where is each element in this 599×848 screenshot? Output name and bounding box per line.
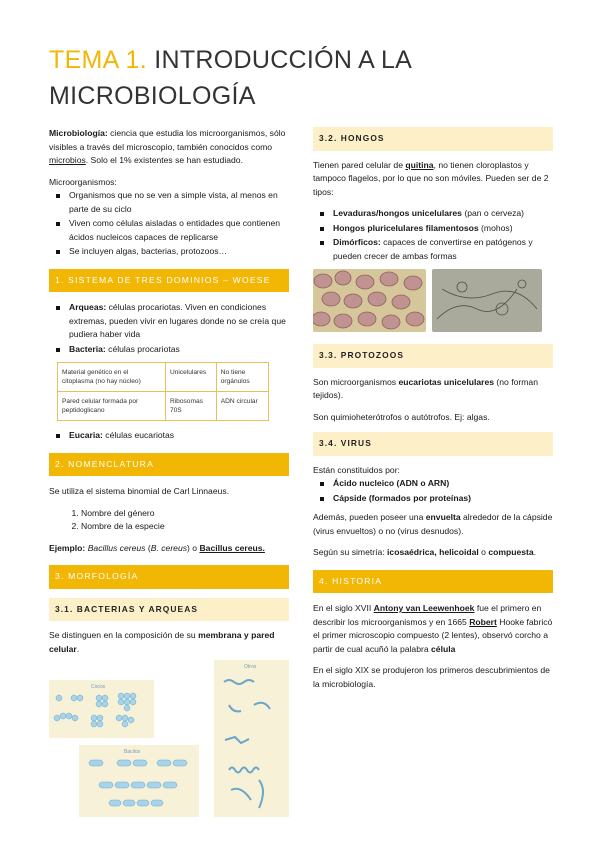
mold-background <box>432 269 542 332</box>
morfologia-bold: membrana y pared celular <box>49 630 275 654</box>
coccus-cell <box>116 715 122 721</box>
virus-heading: Están constituidos por: <box>313 464 400 475</box>
yeast-cell <box>380 272 398 286</box>
yeast-cell <box>313 312 330 326</box>
coccus-cell <box>124 705 130 711</box>
morfologia-text: Se distinguen en la composición de su <box>49 630 199 640</box>
coccus-cell <box>54 715 60 721</box>
historia-paragraph-2: En el siglo XIX se produjeron los primeros descubrimientos de la microbiología. <box>313 665 550 689</box>
ejemplo-paragraph <box>49 542 289 556</box>
coccus-cell <box>96 701 102 707</box>
coccus-cell <box>60 713 66 719</box>
virus-envuelta-text: Además, pueden poseer una <box>313 512 426 522</box>
bacillus-cell <box>115 782 129 788</box>
otros-label: Otros <box>244 664 257 670</box>
coccus-cell <box>77 695 83 701</box>
coccus-cell <box>72 715 78 721</box>
yeast-cells <box>313 271 424 329</box>
coccus-cell <box>91 721 97 727</box>
hongos-paragraph <box>313 159 553 200</box>
section-1-header: 1. SISTEMA DE TRES DOMINIOS – WOESE <box>49 269 289 293</box>
list-item: 1. Nombre del género <box>81 507 289 521</box>
table-cell: Pared celular formada por peptidoglicano <box>58 392 166 421</box>
yeast-cell <box>335 271 351 285</box>
ejemplo-sep-1: ( <box>145 542 151 553</box>
coccus-cell <box>122 715 128 721</box>
definition-paragraph <box>49 127 289 168</box>
section-3-2-header: 3.2. HONGOS <box>313 127 553 151</box>
hongos-underlined: quitina <box>405 159 434 170</box>
levaduras-text: (pan o cerveza) <box>461 208 525 218</box>
hongos-list <box>313 207 553 263</box>
list-item <box>333 236 553 263</box>
mold-micrograph <box>432 269 542 332</box>
protozoos-bold: eucariotas unicelulares <box>398 376 495 387</box>
historia-text-1: En el siglo XVII <box>313 603 374 613</box>
nomenclatura-intro: Se utiliza el sistema binomial de Carl Linnaeus. <box>49 486 230 496</box>
list-item <box>69 343 289 357</box>
ejemplo-italic-2: B. cereus <box>150 542 188 553</box>
coccus-cell <box>91 715 97 721</box>
virus-envuelta-paragraph <box>313 511 553 538</box>
yeast-cell <box>314 274 332 288</box>
dimorficos-term: Dimórficos: <box>333 237 381 247</box>
virus-simetria-paragraph <box>313 546 553 560</box>
otros-panel <box>214 660 289 817</box>
pluricelulares-term: Hongos pluricelulares filamentosos <box>333 222 479 233</box>
title-text: INTRODUCCIÓN A LA MICROBIOLOGÍA <box>49 46 411 110</box>
yeast-cell <box>334 314 352 328</box>
virus-list <box>313 477 553 505</box>
robert-name: Robert <box>469 616 497 627</box>
simetria-end: . <box>533 547 537 557</box>
list-item <box>333 477 553 491</box>
list-item <box>69 301 289 342</box>
ejemplo-italic-1: Bacillus cereus <box>87 542 146 553</box>
coccus-cell <box>102 701 108 707</box>
list-item: Organismos que no se ven a simple vista, al menos en parte de su ciclo <box>69 189 289 216</box>
page-title <box>49 42 569 114</box>
eucaria-list <box>49 429 289 443</box>
bacteria-text: células procariotas <box>105 343 180 354</box>
table-cell: Unicelulares <box>165 363 216 392</box>
table-cell: ADN circular <box>216 392 268 421</box>
historia-paragraph-1 <box>313 602 553 656</box>
title-number: TEMA 1. <box>49 46 147 74</box>
coccus-cell <box>124 693 130 699</box>
mold-image <box>432 269 542 332</box>
bacteria-morphology-diagram <box>49 660 289 820</box>
bacteria-table <box>57 362 269 421</box>
coccus-cell <box>122 721 128 727</box>
protozoos-after: (no forman tejidos). <box>313 376 538 400</box>
bacillus-cell <box>151 800 163 806</box>
morfologia-paragraph <box>49 629 289 656</box>
definition-underlined: microbios <box>49 155 86 165</box>
list-item: Viven como células aisladas o entidades que contienen ácidos nucleicos capaces de replicarse <box>69 217 289 244</box>
historia-text-3: Hooke fabricó el primer microscopio compuesto (2 lentes), observó corcho a partir de cual acuñó la palabra <box>313 616 553 654</box>
ejemplo-sep-2: ) o <box>187 542 200 553</box>
coccus-cell <box>66 713 72 719</box>
protozoos-text: Son microorganismos <box>313 376 399 387</box>
list-item <box>333 492 553 506</box>
list-item <box>69 429 289 443</box>
yeast-cell <box>382 315 400 329</box>
bacillus-cell <box>147 782 161 788</box>
list-item: Se incluyen algas, bacterias, protozoos… <box>69 245 289 259</box>
pluricelulares-text: (mohos) <box>478 222 513 233</box>
virus-component: Ácido nucleico (ADN o ARN) <box>333 478 450 488</box>
coccus-cell <box>56 695 62 701</box>
simetria-bold-1: icosaédrica, helicoidal <box>387 547 479 557</box>
section-3-1-header: 3.1. BACTERIAS Y ARQUEAS <box>49 598 289 622</box>
table-cell: Ribosomas 70S <box>165 392 216 421</box>
virus-envuelta-after: alrededor de la cápside (virus envueltos) o no (virus desnudos). <box>313 512 553 536</box>
hongos-text: Tienen pared celular de <box>313 159 406 170</box>
bacillus-cell <box>117 760 131 766</box>
cocos-label: Cocos <box>91 684 106 690</box>
section-3-3-header: 3.3. PROTOZOOS <box>313 344 553 368</box>
coccus-cell <box>124 699 130 705</box>
microorganismos-heading: Microorganismos: <box>49 176 117 187</box>
levaduras-term: Levaduras/hongos unicelulares <box>333 208 462 218</box>
definition-text: ciencia que estudia los microorganismos, sólo visibles a través del microscopio, también conocidos como <box>49 128 286 152</box>
protozoos-paragraph-2: Son quimioheterótrofos o autótrofos. Ej: algas. <box>313 411 490 422</box>
bacilos-panel <box>79 745 199 817</box>
bacillus-cell <box>123 800 135 806</box>
protozoos-paragraph-1 <box>313 376 553 403</box>
historia-text-2: fue el primero en describir los microorganismos y en 1665 <box>313 603 542 627</box>
yeast-cell <box>368 292 386 306</box>
bacillus-cell <box>173 760 187 766</box>
hongos-after: , no tienen cloroplastos y tampoco flagelos, por lo que no son móviles. Pueden ser de 2 tipos: <box>313 159 549 197</box>
definition-term: Microbiología: <box>49 128 108 138</box>
yeast-cell <box>404 276 422 290</box>
yeast-cell <box>356 275 374 289</box>
arqueas-text: células procariotas. Viven en condiciones extremas, pueden vivir en lugares donde no se creía que pudiera haber vida <box>69 302 286 339</box>
hongos-images <box>313 269 553 332</box>
list-item <box>333 222 553 236</box>
bacillus-cell <box>89 760 103 766</box>
section-2-header: 2. NOMENCLATURA <box>49 453 289 477</box>
simetria-bold-2: compuesta <box>488 547 534 557</box>
coccus-cell <box>71 695 77 701</box>
eucaria-text: células eucariotas <box>102 430 175 440</box>
section-3-4-header: 3.4. VIRUS <box>313 432 553 456</box>
table-row <box>58 363 269 392</box>
coccus-cell <box>130 699 136 705</box>
bacillus-cell <box>157 760 171 766</box>
simetria-text: Según su simetría: <box>313 547 388 557</box>
table-cell: Material genético en el citoplasma (no hay núcleo) <box>58 363 166 392</box>
section-4-header: 4. HISTORIA <box>313 570 553 594</box>
morphology-illustration <box>49 660 289 820</box>
virus-envuelta-bold: envuelta <box>425 512 461 522</box>
leewenhoek-name: Antony van Leewenhoek <box>373 603 475 613</box>
eucaria-term: Eucaria: <box>69 430 103 440</box>
dimorficos-text: capaces de convertirse en patógenos y pueden crecer de ambas formas <box>333 237 533 261</box>
domains-list <box>49 301 289 356</box>
bacillus-cell <box>99 782 113 788</box>
nomenclatura-list <box>49 507 289 534</box>
yeast-cell <box>406 312 424 326</box>
table-row <box>58 392 269 421</box>
yeast-cell <box>392 295 410 309</box>
coccus-cell <box>97 715 103 721</box>
microorganismos-list <box>49 189 289 259</box>
bacilos-label: Bacilos <box>124 749 141 755</box>
yeast-image <box>313 269 426 332</box>
coccus-cell <box>102 695 108 701</box>
coccus-cell <box>128 717 134 723</box>
yeast-cell <box>322 292 340 306</box>
coccus-cell <box>118 699 124 705</box>
bacillus-cell <box>109 800 121 806</box>
section-3-header: 3. MORFOLOGÍA <box>49 565 289 589</box>
ejemplo-label: Ejemplo: <box>49 542 86 553</box>
ejemplo-underlined: Bacillus cereus. <box>199 542 265 553</box>
celula-word: célula <box>431 643 456 654</box>
coccus-cell <box>97 721 103 727</box>
virus-component: Cápside (formados por proteínas) <box>333 492 471 503</box>
bacillus-cell <box>137 800 149 806</box>
bacillus-cell <box>133 760 147 766</box>
list-item: 2. Nombre de la especie <box>81 520 289 534</box>
right-column <box>313 127 553 699</box>
yeast-micrograph <box>313 269 426 332</box>
table-cell: No tiene orgánulos <box>216 363 268 392</box>
simetria-sep: o <box>478 547 489 557</box>
yeast-cell <box>358 312 376 326</box>
bacillus-cell <box>163 782 177 788</box>
left-column <box>49 127 289 820</box>
coccus-cell <box>118 693 124 699</box>
coccus-cell <box>96 695 102 701</box>
list-item <box>333 207 553 221</box>
bacteria-term: Bacteria: <box>69 343 106 354</box>
morfologia-after: . <box>76 643 80 654</box>
bacillus-cell <box>131 782 145 788</box>
yeast-cell <box>344 294 362 308</box>
coccus-cell <box>130 693 136 699</box>
definition-after: . Solo el 1% existentes se han estudiado. <box>85 155 243 165</box>
arqueas-term: Arqueas: <box>69 302 107 312</box>
